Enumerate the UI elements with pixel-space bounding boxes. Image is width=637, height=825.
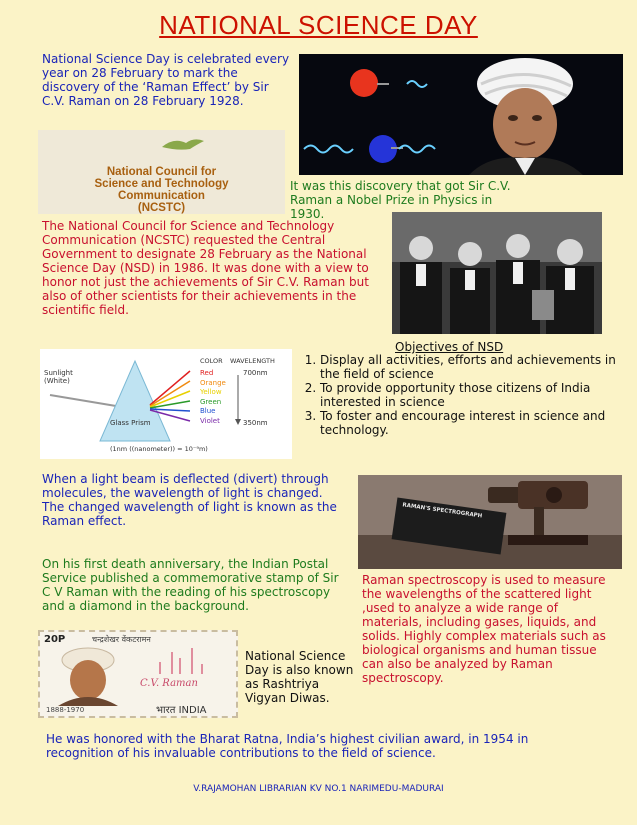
intro-text: National Science Day is celebrated every year on 28 February to mark the discovery of the ‘Raman Effect’ by Sir C.V. Raman on 28 February 1928.: [42, 52, 290, 108]
raman-spectroscopy-text: Raman spectroscopy is used to measure the wavelengths of the scattered light ,used to analyze a wide range of materials, including gases, liquids, and solids. Highly complex materials such as biological organisms and human tissue can also be analyzed by Raman spectroscopy.: [362, 573, 606, 685]
objectives-heading: Objectives of NSD: [395, 340, 504, 354]
wavelength-header: WAVELENGTH: [230, 357, 275, 365]
color-yellow: Yellow: [200, 388, 222, 396]
stamp-hindi-name: चन्द्रशेखर वेंकटरामन: [92, 635, 151, 644]
wavelength-bottom: 350nm: [243, 419, 268, 427]
stamp-country: भारत INDIA: [156, 705, 207, 716]
raman-postage-stamp: [38, 630, 238, 718]
ncstc-logo: [38, 130, 285, 214]
color-list: [200, 369, 226, 426]
color-orange: Orange: [200, 378, 226, 387]
color-green: Green: [200, 397, 222, 406]
objective-item: 3. To foster and encourage interest in science and technology.: [320, 409, 624, 437]
spectrograph-photo: [358, 475, 622, 569]
stamp-history-text: On his first death anniversary, the Indian Postal Service published a commemorative stamp of Sir C V Raman with the reading of his spectroscopy and a diamond in the background.: [42, 557, 339, 613]
stamp-value: 20P: [44, 634, 66, 645]
ncstc-line-2: Science and Technology: [94, 178, 229, 190]
footer-credit: V.RAJAMOHAN LIBRARIAN KV NO.1 NARIMEDU-MADURAI: [193, 784, 444, 794]
raman-effect-text: When a light beam is deflected (divert) through molecules, the wavelength of light is changed. The changed wavelength of light is known as the Raman effect.: [42, 472, 337, 528]
stamp-signature: C.V. Raman: [140, 678, 198, 689]
spectrograph-label: RAMAN'S SPECTROGRAPH: [402, 502, 483, 520]
ncstc-line-1: National Council for: [106, 166, 217, 178]
stamp-years: 1888-1970: [46, 706, 85, 714]
spectrum-lines-icon: [150, 646, 220, 676]
objective-item: 2. To provide opportunity those citizens of India interested in science: [320, 381, 624, 409]
color-header: COLOR: [200, 357, 223, 365]
ncstc-line-3: Communication: [118, 190, 205, 202]
dove-icon: [160, 135, 226, 153]
nobel-ceremony-photo: [392, 212, 602, 334]
color-red: Red: [200, 369, 214, 377]
color-violet: Violet: [200, 416, 220, 425]
page-title: NATIONAL SCIENCE DAY: [159, 10, 478, 40]
objectives-list: [302, 353, 624, 437]
prism-label: Glass Prism: [110, 419, 151, 427]
objective-item: 1. Display all activities, efforts and achievements in the field of science: [320, 353, 624, 381]
stamp-portrait: [48, 646, 128, 706]
rashtriya-vigyan-diwas-text: National Science Day is also known as Rashtriya Vigyan Diwas.: [245, 649, 354, 705]
nobel-text: It was this discovery that got Sir C.V. Raman a Nobel Prize in Physics in 1930.: [290, 179, 511, 221]
nanometer-footnote: (1nm ((nanometer)) = 10⁻⁹m): [110, 445, 208, 453]
raman-portrait-image: [299, 54, 623, 175]
ncstc-text: The National Council for Science and Technology Communication (NCSTC) requested the Central Government to designate 28 February as the National Science Day (NSD) in 1986. It was done with a view to honor not just the achievements of Sir C.V. Raman but also of other scientists for their achievements in the scientific field.: [42, 219, 369, 317]
color-blue: Blue: [200, 407, 216, 415]
sunlight-label: Sunlight (White): [44, 369, 73, 385]
prism-diagram: [40, 349, 292, 459]
ncstc-line-4: (NCSTC): [137, 202, 186, 214]
bharat-ratna-text: He was honored with the Bharat Ratna, India’s highest civilian award, in 1954 in recognition of his invaluable contributions to the field of science.: [46, 732, 529, 760]
wavelength-top: 700nm: [243, 369, 268, 377]
